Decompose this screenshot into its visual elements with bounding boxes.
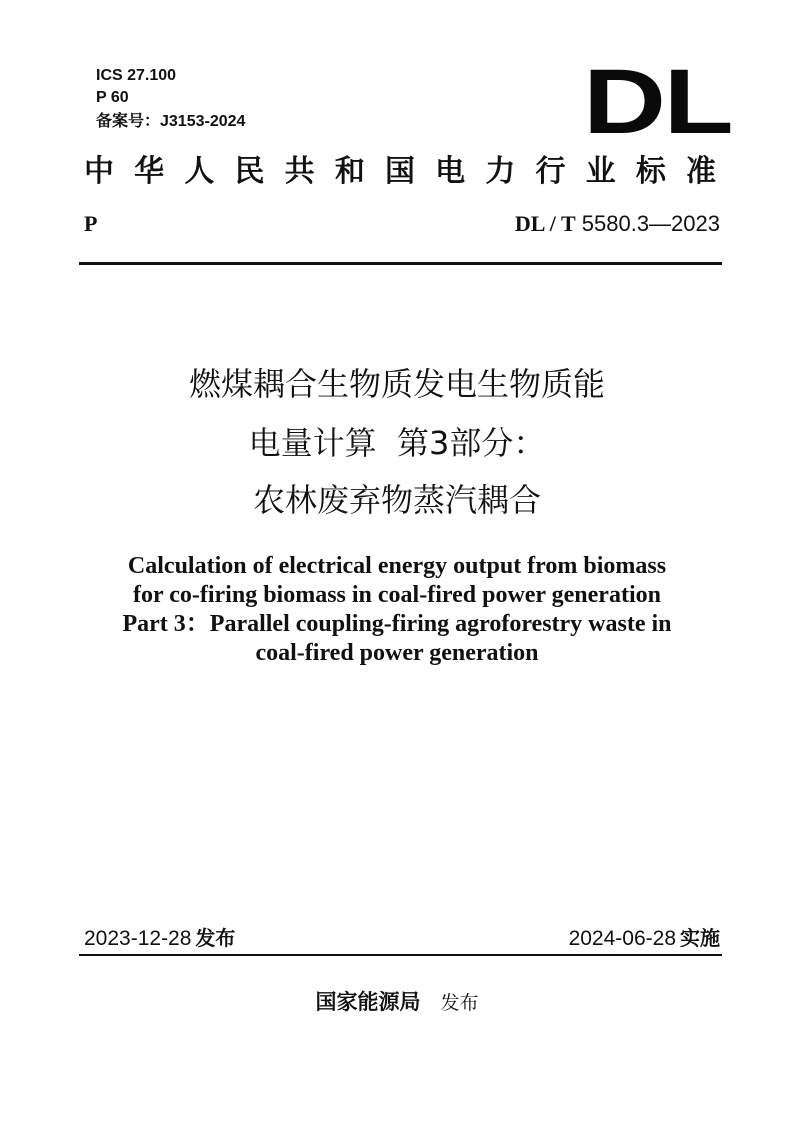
en-title-line-4: coal-fired power generation bbox=[255, 640, 539, 666]
standard-number-prefix: DL / T bbox=[514, 211, 576, 236]
standard-number bbox=[515, 210, 720, 238]
publisher-name: 国家能源局 bbox=[315, 989, 421, 1014]
standard-number-value: 5580.3—2023 bbox=[575, 211, 720, 236]
implementation-date-label: 实施 bbox=[680, 926, 720, 950]
publisher bbox=[60, 987, 734, 1018]
implementation-date-value: 2024-06-28 bbox=[568, 927, 676, 950]
en-title-line-1: Calculation of electrical energy output from biomass bbox=[127, 553, 667, 579]
ics-code: ICS 27.100 bbox=[96, 67, 177, 84]
cn-title-line-2: 电量计算 第3部分： bbox=[248, 424, 546, 462]
record-number: 备案号：J3153-2024 bbox=[96, 113, 246, 130]
dl-logo: DL bbox=[583, 51, 732, 153]
en-title bbox=[60, 552, 734, 668]
issue-date-label: 发布 bbox=[195, 926, 236, 950]
issue-date bbox=[84, 924, 235, 953]
en-title-line-2: for co-firing biomass in coal-fired power generation bbox=[133, 582, 661, 608]
classification-code: P 60 bbox=[96, 89, 129, 106]
en-title-line-3: Part 3：Parallel coupling-firing agroforestry waste in bbox=[122, 611, 672, 637]
footer-divider bbox=[79, 954, 722, 956]
industry-standard-title: 中华人民共和国电力行业标准 bbox=[84, 154, 718, 189]
implementation-date bbox=[569, 924, 720, 953]
header-divider bbox=[79, 262, 722, 265]
issue-date-value: 2023-12-28 bbox=[84, 927, 192, 950]
category-letter: P bbox=[84, 211, 98, 236]
publisher-action: 发布 bbox=[440, 992, 479, 1014]
cn-title-line-3: 农林废弃物蒸汽耦合 bbox=[252, 481, 541, 519]
cn-title-line-1: 燃煤耦合生物质发电生物质能 bbox=[188, 365, 605, 403]
